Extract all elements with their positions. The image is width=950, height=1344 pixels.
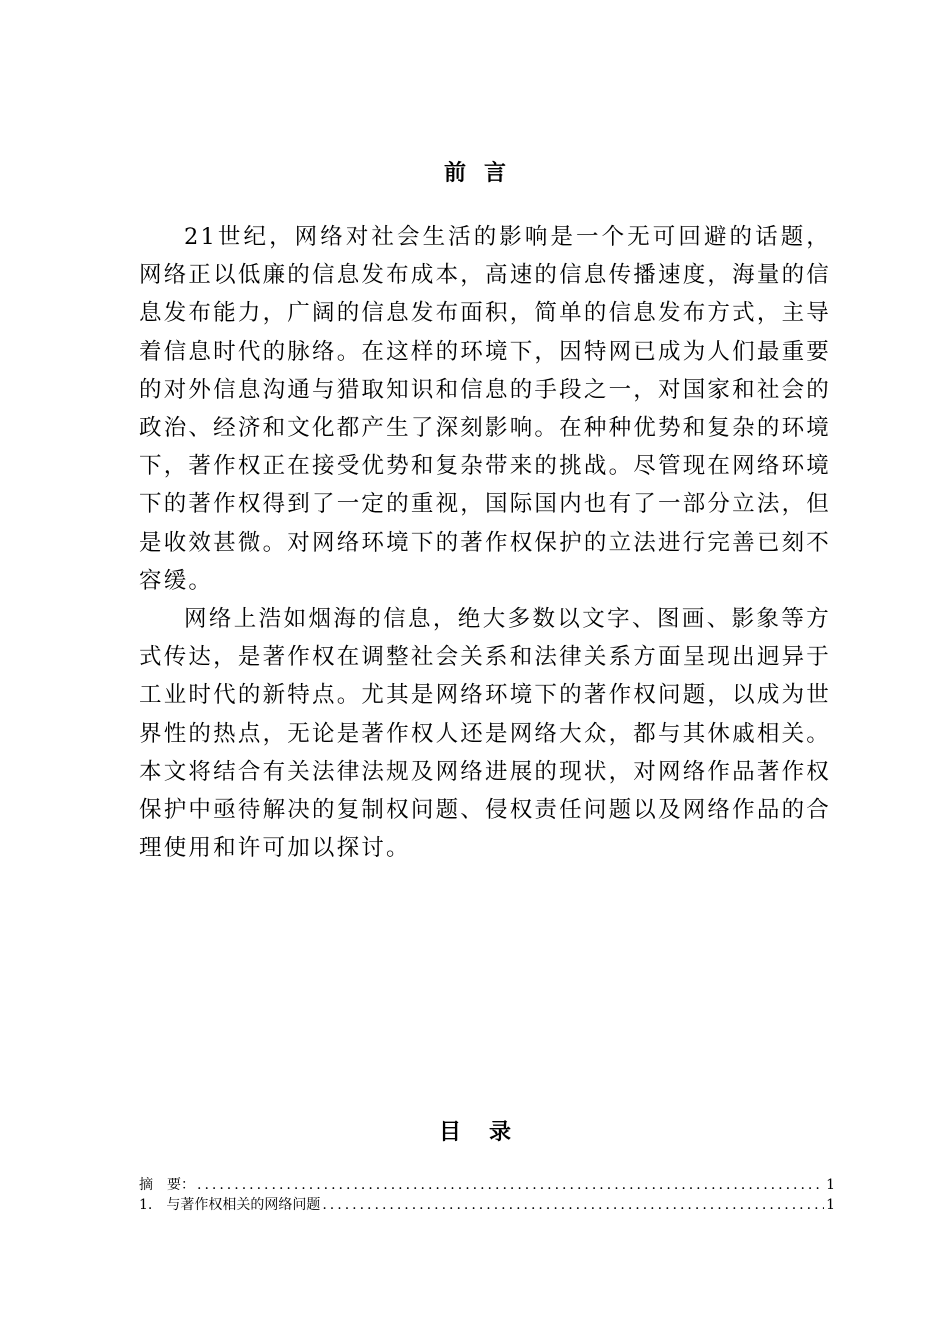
preface-body [139,218,831,867]
preface-title: 前言 [443,161,524,186]
toc-leader-dots [322,1195,824,1215]
preface-paragraph-2: 网络上浩如烟海的信息，绝大多数以文字、图画、影象等方式传达，是著作权在调整社会关系和法律关系方面呈现出迥异于工业时代的新特点。尤其是网络环境下的著作权问题，以成为世界性的热点，无论是著作权人还是网络大众，都与其休戚相关。本文将结合有关法律法规及网络进展的现状，对网络作品著作权保护中亟待解决的复制权问题、侵权责任问题以及网络作品的合理使用和许可加以探讨。 [139,606,831,862]
toc-leader-dots [197,1175,824,1195]
toc-entry-label: 摘 要： [139,1177,195,1193]
toc-entry-page: 1 [826,1197,835,1213]
toc-entry-page: 1 [826,1177,835,1193]
toc-entry-abstract[interactable] [139,1175,835,1195]
toc-entry-number: 1. [139,1197,153,1213]
preface-paragraph-1: 21世纪，网络对社会生活的影响是一个无可回避的话题，网络正以低廉的信息发布成本，高速的信息传播速度，海量的信息发布能力，广阔的信息发布面积，简单的信息发布方式，主导着信息时代的脉络。在这样的环境下，因特网已成为人们最重要的对外信息沟通与猎取知识和信息的手段之一，对国家和社会的政治、经济和文化都产生了深刻影响。在种种优势和复杂的环境下，著作权正在接受优势和复杂带来的挑战。尽管现在网络环境下的著作权得到了一定的重视，国际国内也有了一部分立法，但是收效甚微。对网络环境下的著作权保护的立法进行完善已刻不容缓。 [139,224,831,594]
table-of-contents [139,1175,835,1215]
toc-entry-label: 与著作权相关的网络问题 [166,1197,321,1213]
toc-title: 目录 [438,1120,539,1145]
toc-entry-1[interactable] [139,1195,835,1215]
